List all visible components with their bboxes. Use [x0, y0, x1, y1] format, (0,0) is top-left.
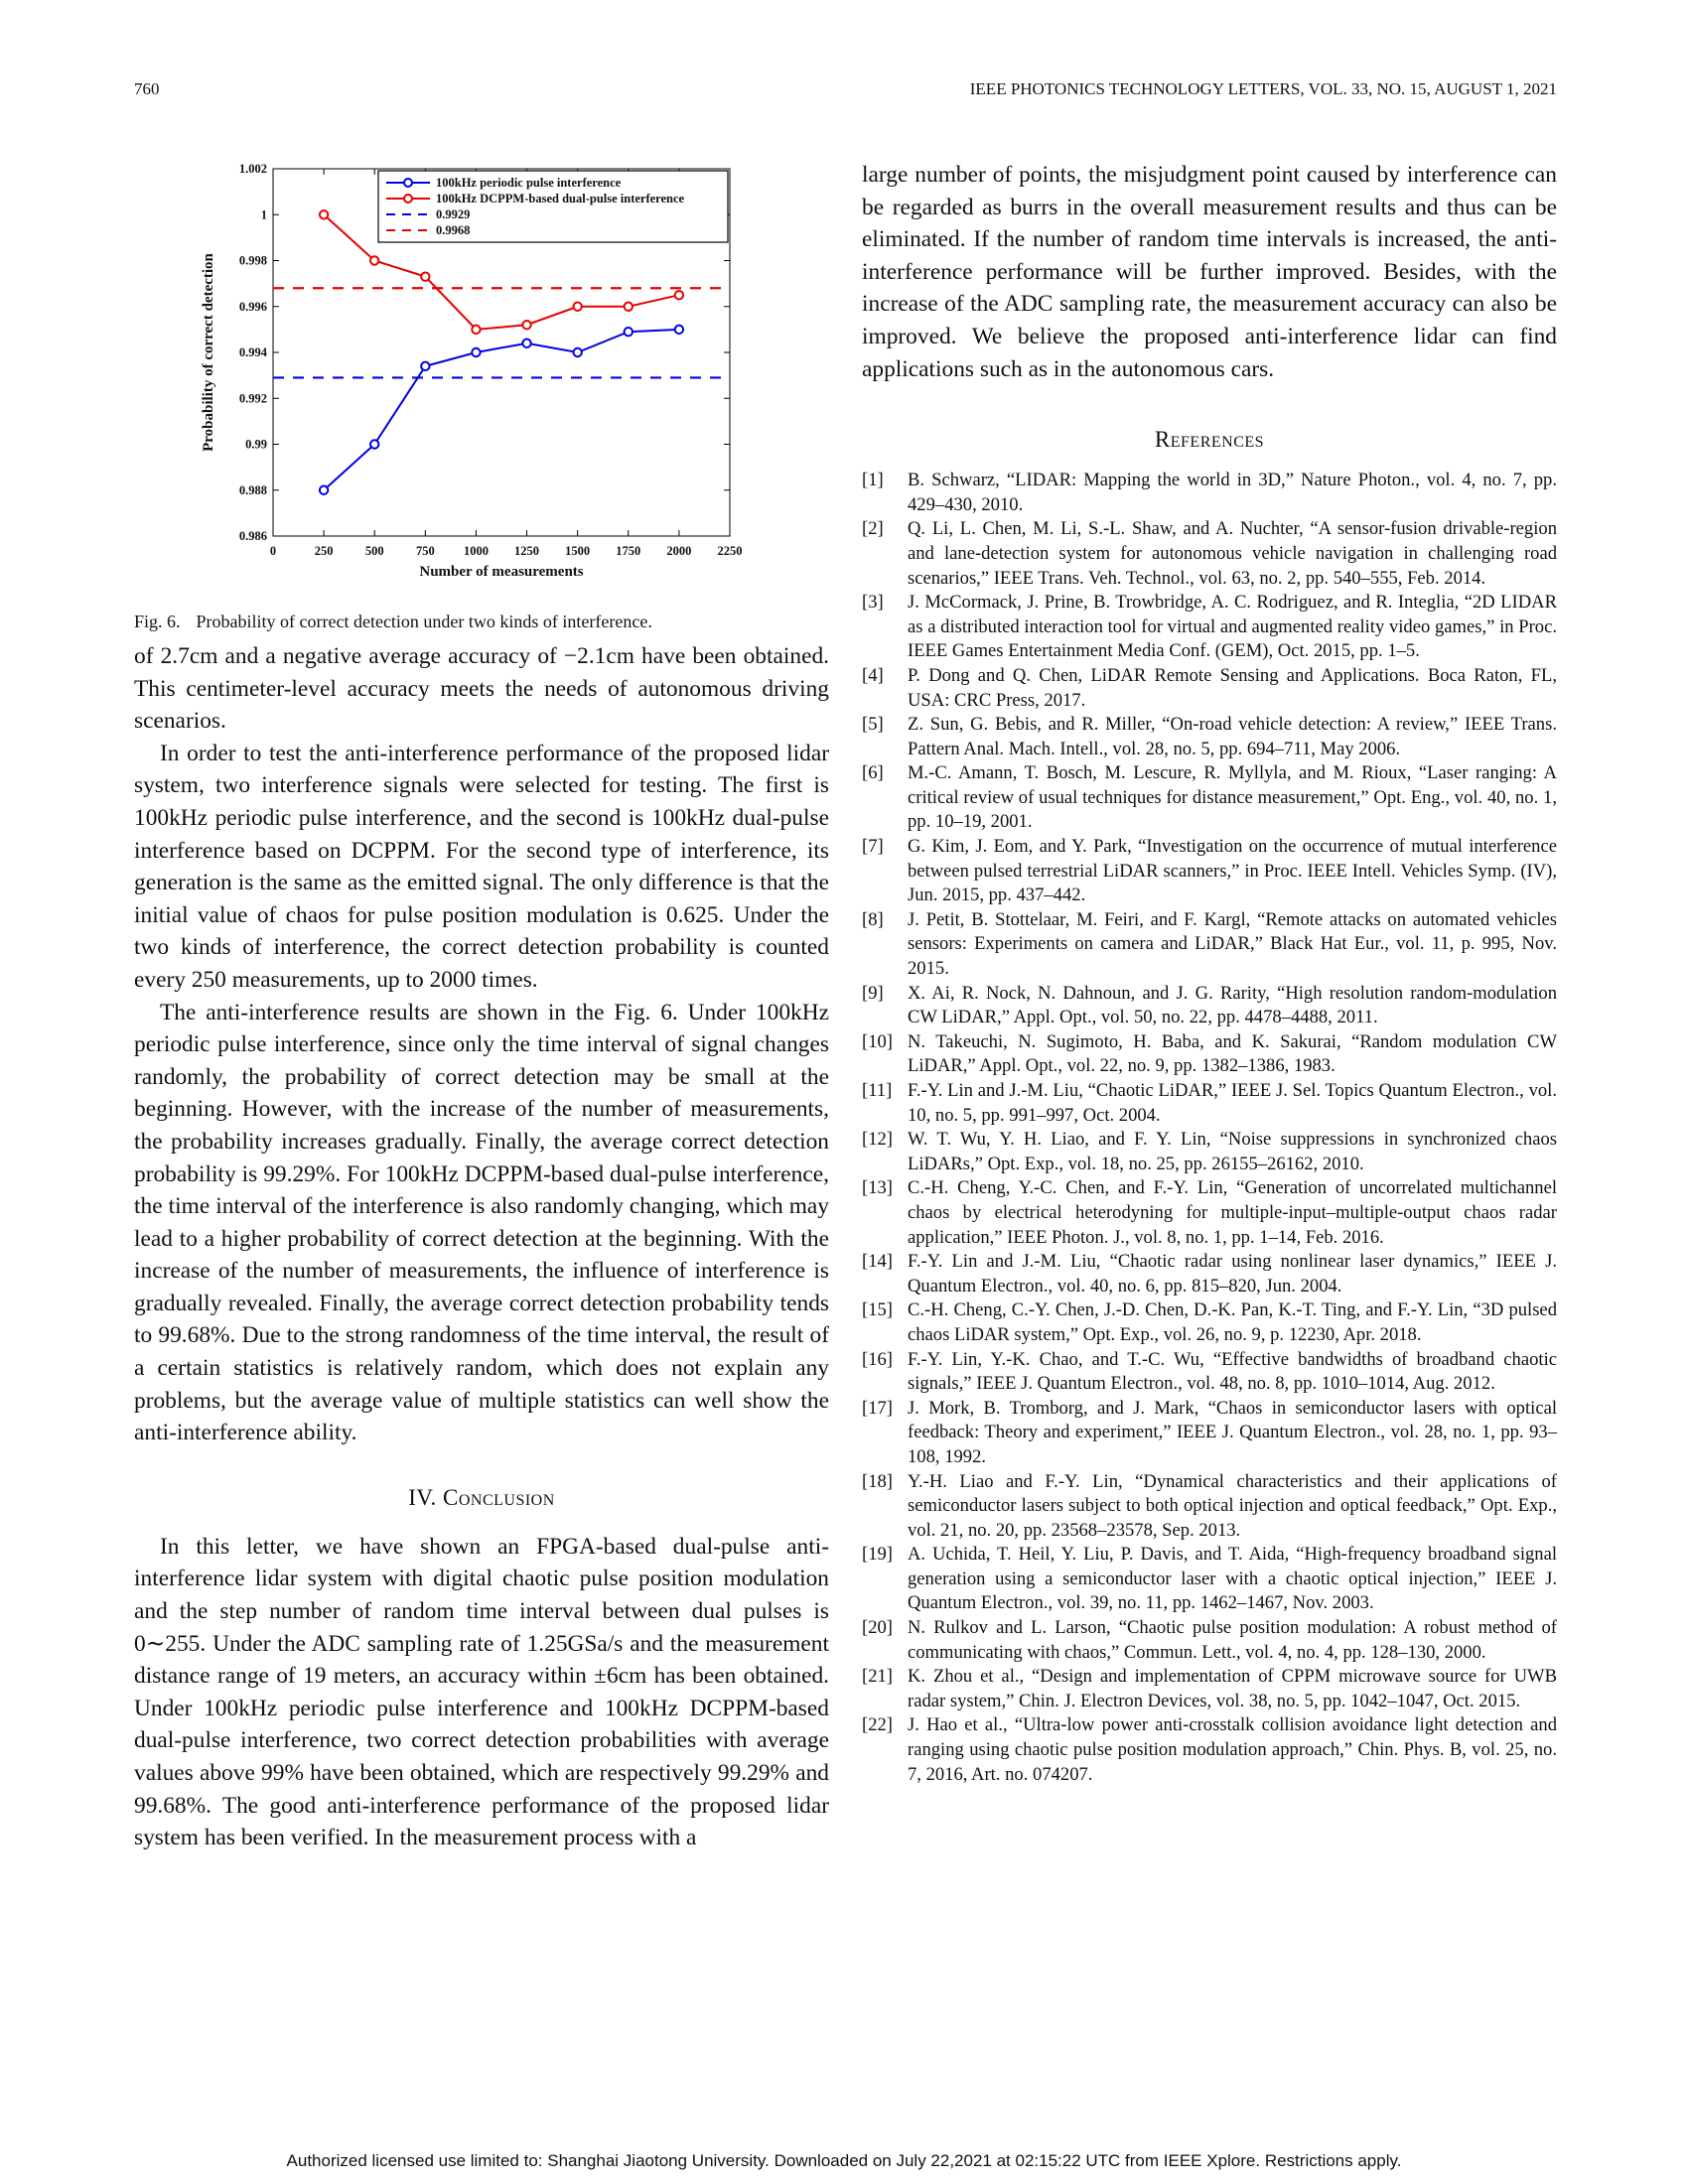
legend-marker — [404, 179, 412, 187]
reference-item — [862, 835, 1557, 908]
reference-number: [3] — [862, 592, 884, 614]
reference-item — [862, 1543, 1557, 1616]
reference-number: [14] — [862, 1251, 893, 1273]
reference-item — [862, 1348, 1557, 1397]
reference-item — [862, 1176, 1557, 1250]
x-axis-label: Number of measurements — [419, 564, 584, 580]
figure-caption-text: Probability of correct detection under two kinds of interference. — [196, 612, 652, 631]
data-point — [675, 326, 683, 334]
y-tick-label: 0.992 — [238, 391, 267, 406]
reference-text: C.-H. Cheng, C.-Y. Chen, J.-D. Chen, D.-K. Pan, K.-T. Ting, and F.-Y. Lin, “3D pulsed chaos LiDAR system,” Opt. Exp., vol. 26, no. 9, p. 12230, Apr. 2018. — [908, 1299, 1557, 1345]
reference-number: [11] — [862, 1080, 893, 1101]
reference-item — [862, 517, 1557, 591]
footer-notice: Authorized licensed use limited to: Shanghai Jiaotong University. Downloaded on July 22,2021 at 02:15:22 UTC from IEEE Xplore. Restrictions apply. — [286, 2151, 1402, 2170]
reference-text: N. Rulkov and L. Larson, “Chaotic pulse position modulation: A robust method of communicating with chaos,” Commun. Lett., vol. 4, no. 4, pp. 128–130, 2000. — [908, 1617, 1557, 1663]
x-tick-label: 0 — [269, 544, 277, 558]
data-point — [625, 328, 633, 336]
chart — [134, 159, 829, 596]
figure-label: Fig. 6. — [134, 612, 181, 631]
reference-number: [9] — [862, 982, 884, 1004]
x-tick-label: 1500 — [565, 544, 591, 558]
reference-item — [862, 713, 1557, 761]
reference-number: [13] — [862, 1177, 893, 1199]
reference-number: [12] — [862, 1129, 893, 1151]
y-axis-label: Probability of correct detection — [201, 253, 216, 452]
reference-number: [19] — [862, 1544, 893, 1566]
x-tick-label: 1750 — [616, 544, 641, 558]
data-point — [472, 348, 480, 356]
y-tick-label: 0.996 — [238, 299, 267, 314]
reference-text: F.-Y. Lin and J.-M. Liu, “Chaotic LiDAR,” IEEE J. Sel. Topics Quantum Electron., vol. 10, no. 5, pp. 991–997, Oct. 2004. — [908, 1080, 1557, 1126]
legend-marker — [404, 195, 412, 203]
x-tick-label: 750 — [415, 544, 435, 558]
reference-number: [18] — [862, 1470, 893, 1492]
reference-text: K. Zhou et al., “Design and implementation of CPPM microwave source for UWB radar system,” Chin. J. Electron Devices, vol. 38, no. 5, pp. 1042–1047, Oct. 2015. — [908, 1666, 1557, 1711]
data-point — [522, 321, 530, 329]
y-tick-label: 0.988 — [238, 482, 267, 497]
y-tick-label: 0.99 — [245, 437, 267, 452]
data-point — [675, 291, 683, 299]
reference-text: Z. Sun, G. Bebis, and R. Miller, “On-road vehicle detection: A review,” IEEE Trans. Pattern Anal. Mach. Intell., vol. 28, no. 5, pp. 694–711, May 2006. — [908, 714, 1557, 759]
reference-item — [862, 1298, 1557, 1347]
paragraph: In order to test the anti-interference performance of the proposed lidar system, two interference signals were selected for testing. The first is 100kHz periodic pulse interference, and the second is 100kHz dual-pulse interference based on DCPPM. For the second type of interference, its generation is the same as the emitted signal. The only difference is that the initial value of chaos for pulse position modulation is 0.625. Under the two kinds of interference, the correct detection probability is counted every 250 measurements, up to 2000 times. — [134, 740, 829, 993]
reference-number: [1] — [862, 470, 884, 491]
reference-item — [862, 1030, 1557, 1079]
x-tick-label: 250 — [314, 544, 334, 558]
reference-text: J. Hao et al., “Ultra-low power anti-crosstalk collision avoidance light detection and ranging using chaotic pulse position modulation approach,” Chin. Phys. B, vol. 25, no. 7, 2016, Art. no. 074207. — [908, 1714, 1557, 1785]
x-tick-label: 1250 — [514, 544, 540, 558]
reference-number: [22] — [862, 1714, 893, 1736]
data-point — [320, 486, 328, 494]
reference-number: [10] — [862, 1030, 893, 1052]
reference-text: J. Mork, B. Tromborg, and J. Mark, “Chaos in semiconductor lasers with optical feedback: Theory and experiment,” IEEE J. Quantum Electron., vol. 28, no. 1, pp. 93–108, 1992. — [908, 1397, 1557, 1467]
legend-label: 100kHz DCPPM-based dual-pulse interference — [436, 192, 685, 205]
x-tick-label: 500 — [364, 544, 384, 558]
y-tick-label: 0.986 — [238, 529, 267, 543]
references-heading: References — [1154, 427, 1265, 453]
reference-item — [862, 469, 1557, 517]
data-point — [625, 303, 633, 311]
data-point — [472, 326, 480, 334]
reference-item — [862, 1128, 1557, 1176]
reference-number: [17] — [862, 1397, 893, 1419]
reference-number: [5] — [862, 714, 884, 736]
reference-text: F.-Y. Lin and J.-M. Liu, “Chaotic radar using nonlinear laser dynamics,” IEEE J. Quantum Electron., vol. 40, no. 6, pp. 815–820, Jun. 2004. — [908, 1251, 1557, 1297]
data-point — [370, 256, 378, 264]
reference-text: J. McCormack, J. Prine, B. Trowbridge, A. C. Rodriguez, and R. Integlia, “2D LIDAR as a distributed interaction tool for virtual and augmented reality video games,” in Proc. IEEE Games Entertainment Media Conf. (GEM), Oct. 2015, pp. 1–5. — [908, 592, 1557, 662]
reference-text: Q. Li, L. Chen, M. Li, S.-L. Shaw, and A. Nuchter, “A sensor-fusion drivable-region and lane-detection system for autonomous vehicle navigation in challenging road scenarios,” IEEE Trans. Veh. Technol., vol. 63, no. 2, pp. 540–555, Feb. 2014. — [908, 518, 1557, 589]
reference-number: [8] — [862, 908, 884, 930]
journal-header: IEEE PHOTONICS TECHNOLOGY LETTERS, VOL. 33, NO. 15, AUGUST 1, 2021 — [969, 79, 1557, 98]
data-point — [522, 340, 530, 347]
reference-item — [862, 761, 1557, 835]
reference-item — [862, 982, 1557, 1030]
reference-item — [862, 1713, 1557, 1787]
figure-caption — [134, 612, 829, 632]
reference-text: N. Takeuchi, N. Sugimoto, H. Baba, and K. Sakurai, “Random modulation CW LiDAR,” Appl. Opt., vol. 22, no. 9, pp. 1382–1386, 1983. — [908, 1030, 1557, 1077]
reference-list — [862, 469, 1557, 1787]
reference-number: [15] — [862, 1299, 893, 1321]
paragraph: of 2.7cm and a negative average accuracy of −2.1cm have been obtained. This centimeter-level accuracy meets the needs of autonomous driving scenarios. — [134, 643, 829, 735]
reference-text: A. Uchida, T. Heil, Y. Liu, P. Davis, and T. Aida, “High-frequency broadband signal generation using a semiconductor laser with a chaotic optical injection,” IEEE J. Quantum Electron., vol. 39, no. 11, pp. 1462–1467, Nov. 2003. — [908, 1544, 1557, 1614]
y-tick-label: 1 — [260, 207, 267, 222]
data-point — [370, 440, 378, 448]
reference-text: M.-C. Amann, T. Bosch, M. Lescure, R. Myllyla, and M. Rioux, “Laser ranging: A critical review of usual techniques for distance measurement,” Opt. Eng., vol. 40, no. 1, pp. 10–19, 2001. — [908, 762, 1557, 833]
paragraph: large number of points, the misjudgment point caused by interference can be regarded as burrs in the overall measurement results and thus can be eliminated. If the number of random time intervals is increased, the anti-interference performance will be further improved. Besides, with the increase of the ADC sampling rate, the measurement accuracy can also be improved. We believe the proposed anti-interference lidar can find applications such as in the autonomous cars. — [862, 162, 1557, 382]
data-point — [421, 272, 429, 280]
legend-label: 100kHz periodic pulse interference — [436, 176, 622, 190]
y-tick-label: 0.998 — [238, 253, 267, 268]
reference-number: [21] — [862, 1666, 893, 1688]
reference-text: F.-Y. Lin, Y.-K. Chao, and T.-C. Wu, “Effective bandwidths of broadband chaotic signals,” IEEE J. Quantum Electron., vol. 48, no. 8, pp. 1010–1014, Aug. 2012. — [908, 1348, 1557, 1395]
reference-text: W. T. Wu, Y. H. Liao, and F. Y. Lin, “Noise suppressions in synchronized chaos LiDARs,” Opt. Exp., vol. 18, no. 25, pp. 26155–26162, 2010. — [908, 1129, 1557, 1174]
reference-text: B. Schwarz, “LIDAR: Mapping the world in 3D,” Nature Photon., vol. 4, no. 7, pp. 429–430, 2010. — [908, 470, 1557, 515]
legend-label: 0.9929 — [436, 207, 471, 221]
reference-number: [2] — [862, 518, 884, 540]
reference-item — [862, 664, 1557, 713]
paragraph: The anti-interference results are shown in the Fig. 6. Under 100kHz periodic pulse interference, since only the time interval of signal changes randomly, the probability of correct detection may be small at the beginning. However, with the increase of the number of measurements, the probability increases gradually. Finally, the average correct detection probability is 99.29%. For 100kHz DCPPM-based dual-pulse interference, the time interval of the interference is also randomly changing, which may lead to a higher probability of correct detection at the beginning. With the increase of the number of measurements, the influence of interference is gradually revealed. Finally, the average correct detection probability tends to 99.68%. Due to the strong randomness of the time interval, the result of a certain statistics is relatively random, which does not explain any problems, but the average value of multiple statistics can well show the anti-interference ability. — [134, 999, 829, 1446]
data-point — [573, 303, 581, 311]
reference-number: [4] — [862, 664, 884, 686]
y-tick-label: 0.994 — [238, 345, 267, 359]
paragraph: In this letter, we have shown an FPGA-based dual-pulse anti-interference lidar system with digital chaotic pulse position modulation and the step number of random time interval between dual pulses is 0∼255. Under the ADC sampling rate of 1.25GSa/s and the measurement distance range of 19 meters, an accuracy within ±6cm has been obtained. Under 100kHz periodic pulse interference and 100kHz DCPPM-based dual-pulse interference, two correct detection probabilities with average values above 99% have been obtained, which are respectively 99.29% and 99.68%. The good anti-interference performance of the proposed lidar system has been verified. In the measurement process with a — [134, 1533, 829, 1851]
page-number: 760 — [134, 79, 160, 98]
reference-text: X. Ai, R. Nock, N. Dahnoun, and J. G. Rarity, “High resolution random-modulation CW LiDAR,” Appl. Opt., vol. 50, no. 22, pp. 4478–4488, 2011. — [908, 982, 1557, 1028]
reference-item — [862, 1397, 1557, 1470]
legend-label: 0.9968 — [436, 223, 471, 237]
reference-item — [862, 908, 1557, 982]
x-tick-label: 2000 — [666, 544, 692, 558]
reference-number: [20] — [862, 1617, 893, 1639]
data-point — [320, 210, 328, 218]
reference-item — [862, 1470, 1557, 1544]
x-tick-label: 1000 — [463, 544, 489, 558]
reference-number: [16] — [862, 1348, 893, 1370]
y-tick-label: 1.002 — [238, 162, 267, 176]
reference-item — [862, 1079, 1557, 1128]
reference-text: G. Kim, J. Eom, and Y. Park, “Investigation on the occurrence of mutual interference between pulsed terrestrial LiDAR scanners,” in Proc. IEEE Intell. Vehicles Symp. (IV), Jun. 2015, pp. 437–442. — [908, 836, 1557, 906]
reference-text: Y.-H. Liao and F.-Y. Lin, “Dynamical characteristics and their applications of semiconductor lasers subject to both optical injection and optical feedback,” Opt. Exp., vol. 21, no. 20, pp. 23568–23578, Sep. 2013. — [908, 1470, 1557, 1541]
figure-6 — [134, 159, 829, 596]
x-tick-label: 2250 — [717, 544, 743, 558]
reference-text: C.-H. Cheng, Y.-C. Chen, and F.-Y. Lin, “Generation of uncorrelated multichannel chaos by electrical heterodyning for multiple-input–multiple-output chaos radar application,” IEEE Photon. J., vol. 8, no. 1, pp. 1–14, Feb. 2016. — [908, 1177, 1557, 1248]
right-column — [862, 159, 1557, 1787]
reference-item — [862, 1250, 1557, 1298]
data-point — [573, 348, 581, 356]
reference-number: [7] — [862, 836, 884, 858]
reference-item — [862, 1616, 1557, 1665]
reference-text: J. Petit, B. Stottelaar, M. Feiri, and F. Kargl, “Remote attacks on automated vehicles sensors: Experiments on camera and LiDAR,” Black Hat Eur., vol. 11, p. 995, Nov. 2015. — [908, 908, 1557, 980]
series-line — [324, 330, 679, 490]
data-point — [421, 362, 429, 370]
reference-item — [862, 591, 1557, 664]
section-heading: IV. Conclusion — [408, 1484, 555, 1510]
left-column — [134, 159, 829, 1854]
reference-number: [6] — [862, 762, 884, 784]
reference-item — [862, 1665, 1557, 1713]
reference-text: P. Dong and Q. Chen, LiDAR Remote Sensing and Applications. Boca Raton, FL, USA: CRC Press, 2017. — [908, 664, 1557, 711]
